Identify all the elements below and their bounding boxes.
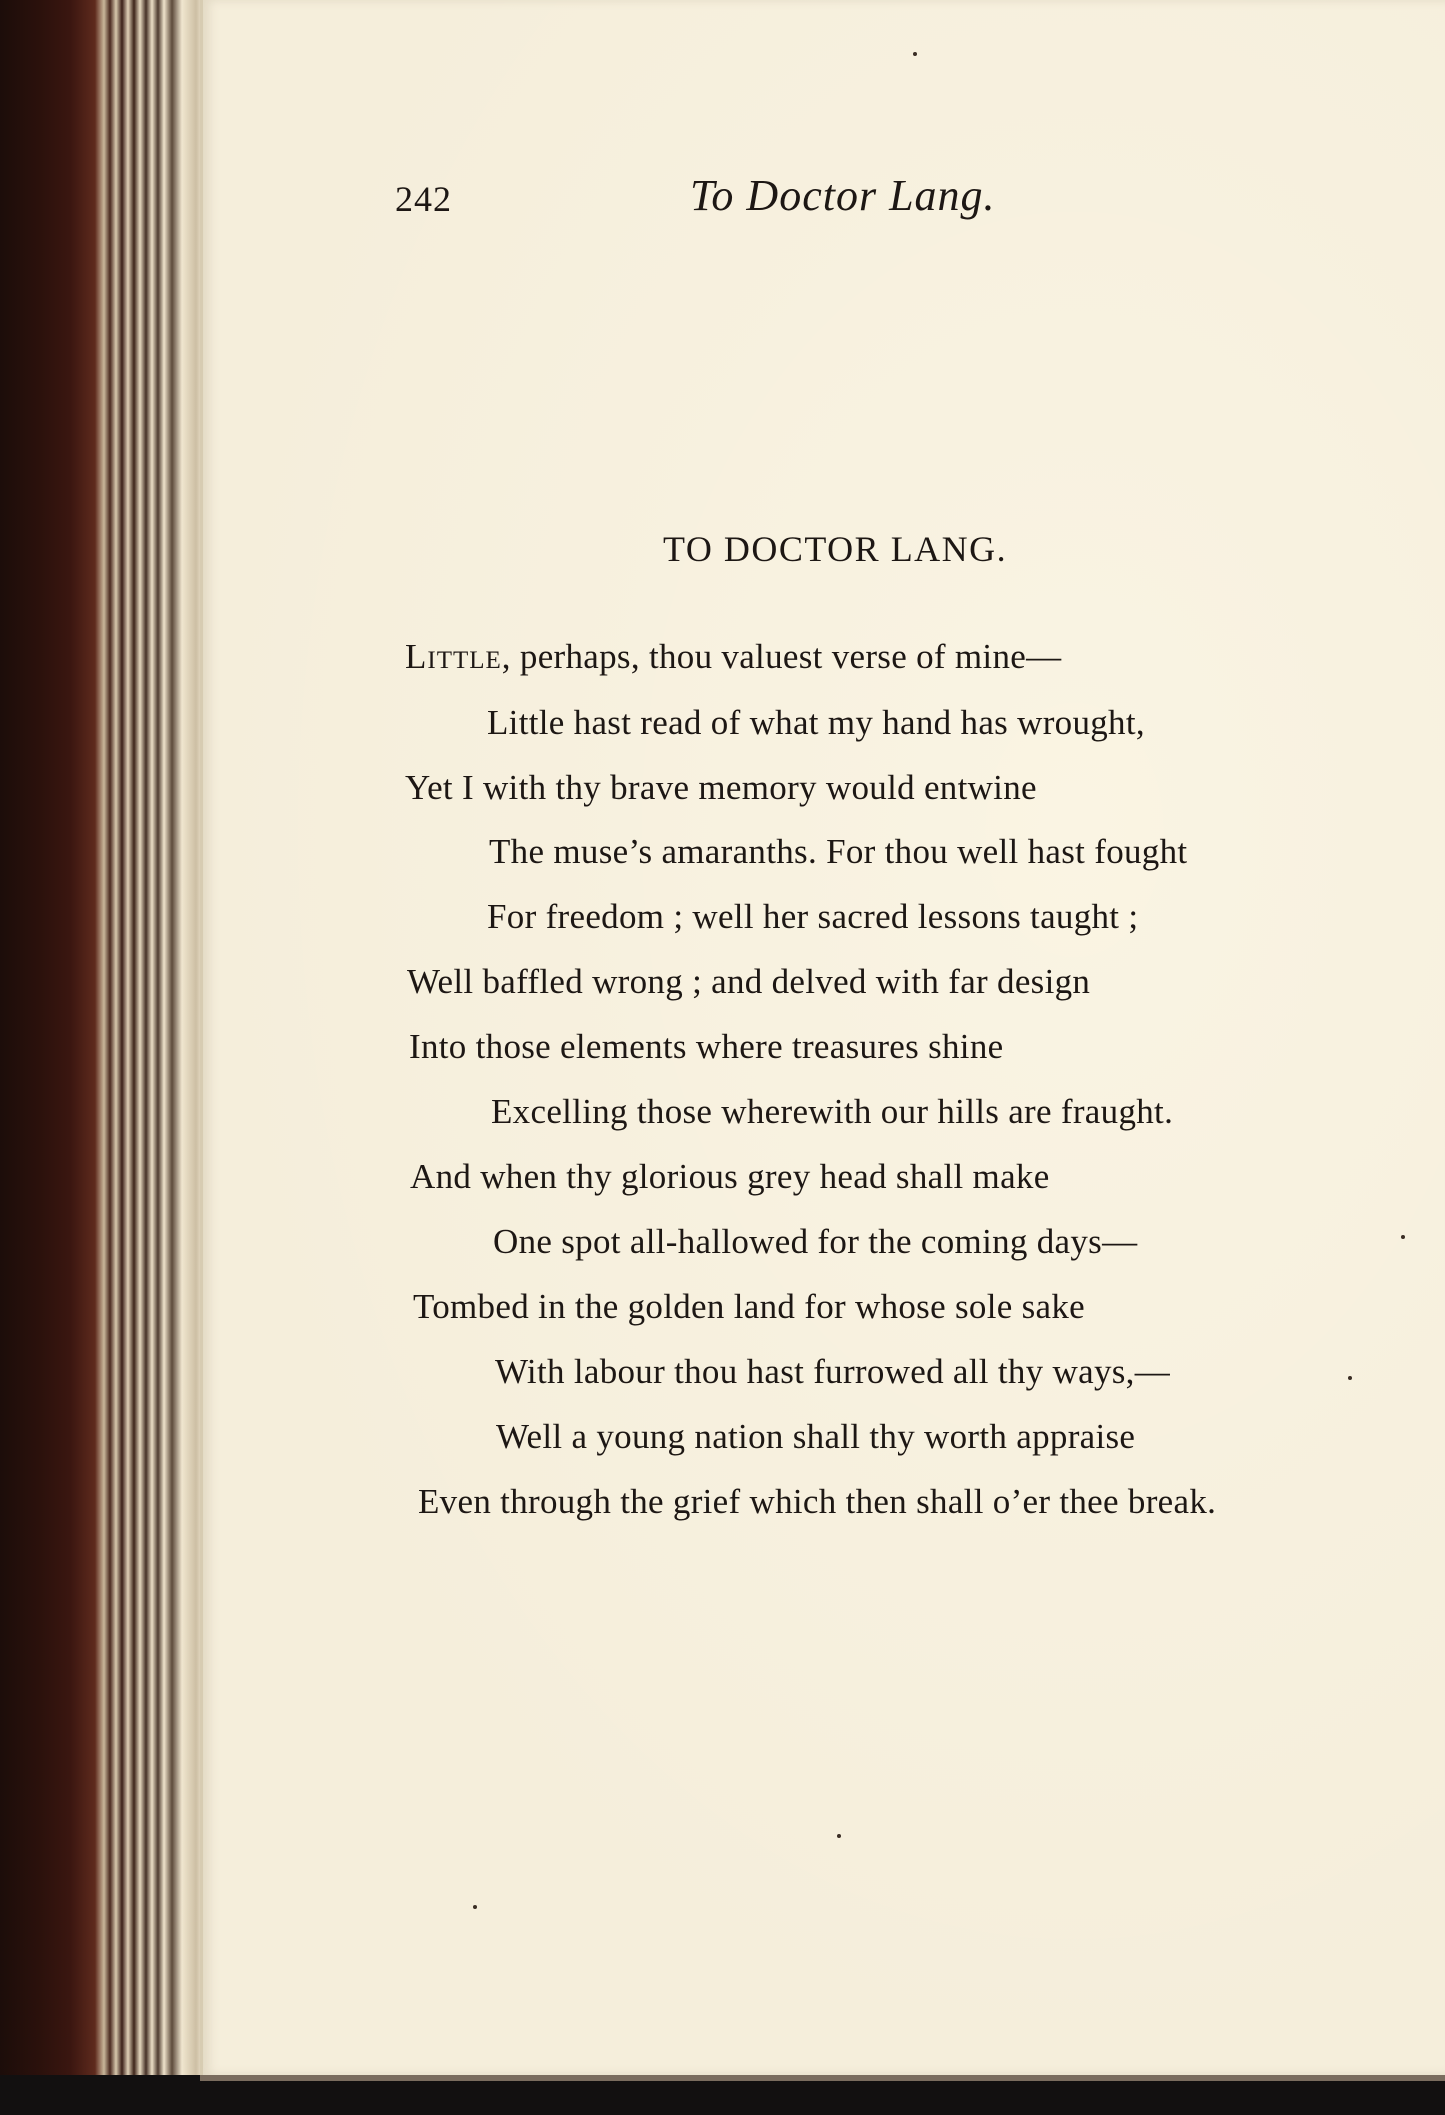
poem-line-13: Well a young nation shall thy worth appraise: [496, 1417, 1136, 1456]
paper-speck: [1401, 1235, 1405, 1239]
paper-speck: [837, 1834, 841, 1838]
first-word-smallcaps: Little: [405, 637, 502, 676]
poem-line-9: And when thy glorious grey head shall make: [410, 1157, 1050, 1196]
paper-speck: [473, 1905, 477, 1909]
poem-line-2: Little hast read of what my hand has wrought,: [487, 703, 1145, 742]
poem-line-8: Excelling those wherewith our hills are fraught.: [491, 1092, 1174, 1131]
paper-speck: [913, 52, 917, 56]
poem-line-12: With labour thou hast furrowed all thy ways,—: [495, 1352, 1171, 1391]
poem-line-11: Tombed in the golden land for whose sole sake: [413, 1287, 1086, 1326]
page-number: 242: [395, 179, 452, 219]
running-head: To Doctor Lang.: [690, 171, 996, 220]
poem-line-4: The muse’s amaranths. For thou well hast fought: [489, 832, 1188, 871]
poem-line-7: Into those elements where treasures shine: [409, 1027, 1004, 1066]
poem-title: TO DOCTOR LANG.: [663, 529, 1008, 569]
poem-line-14: Even through the grief which then shall o’er thee break.: [418, 1482, 1217, 1521]
first-line-rest: , perhaps, thou valuest verse of mine—: [501, 637, 1062, 676]
paper-speck: [1348, 1376, 1352, 1380]
poem-line-6: Well baffled wrong ; and delved with far design: [407, 962, 1091, 1001]
poem-line-3: Yet I with thy brave memory would entwine: [405, 768, 1037, 807]
poem-line-5: For freedom ; well her sacred lessons taught ;: [487, 897, 1139, 936]
poem-line-1: [405, 637, 1061, 677]
poem-line-10: One spot all-hallowed for the coming days—: [493, 1222, 1138, 1261]
